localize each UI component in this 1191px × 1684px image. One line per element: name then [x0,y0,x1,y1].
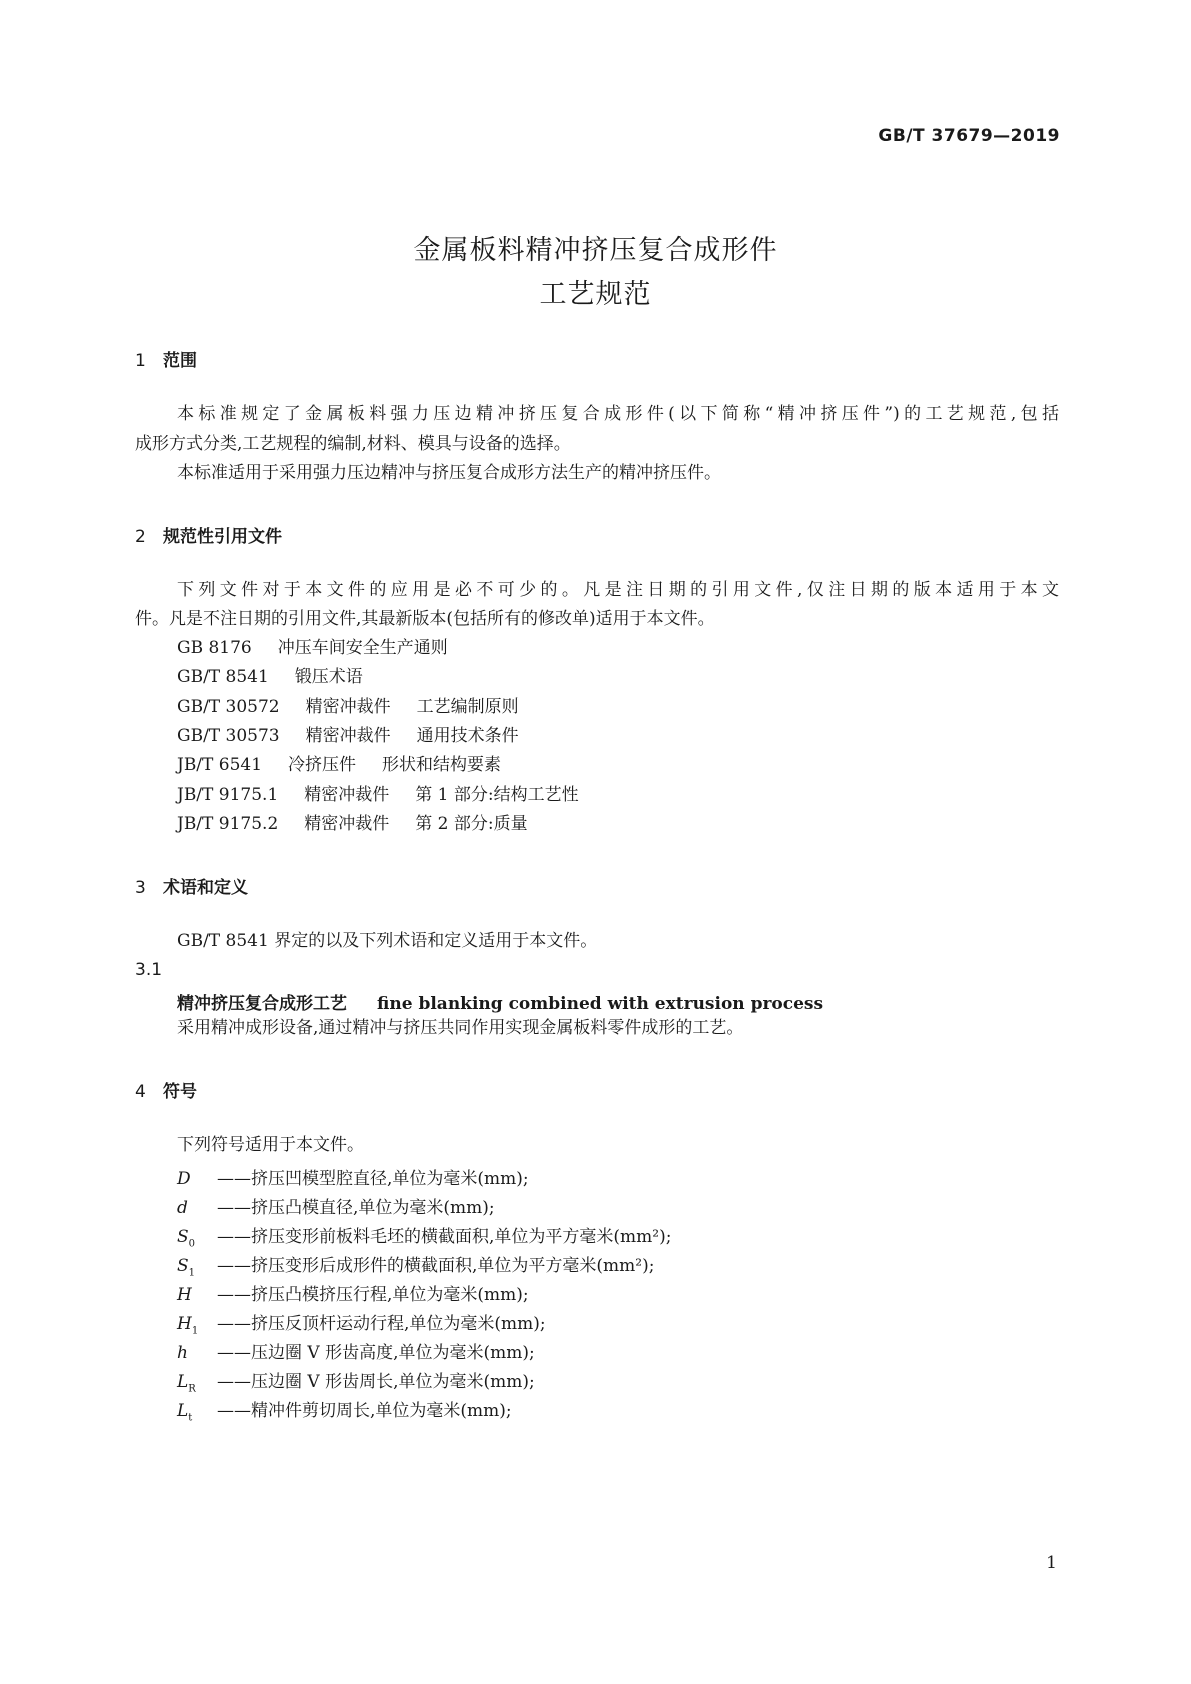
reference-item [177,726,519,746]
symbol: H [177,1285,192,1305]
section-title: 术语和定义 [163,878,248,898]
reference-code: JB/T 6541 [177,755,263,775]
reference-subtitle: 工艺编制原则 [416,697,519,717]
symbol-row [177,1309,546,1336]
reference-item [177,785,579,805]
reference-code: GB/T 30572 [177,697,280,717]
symbol-row [177,1251,654,1278]
term-chinese: 精冲挤压复合成形工艺 [177,994,347,1014]
standard-code: GB/T 37679—2019 [878,126,1060,146]
section-2-heading [135,522,282,547]
reference-subtitle: 第 1 部分:结构工艺性 [415,785,579,805]
reference-item [177,755,501,775]
reference-code: JB/T 9175.2 [177,814,279,834]
symbol-row [177,1164,529,1191]
section-number: 1 [135,351,146,371]
section-title: 符号 [163,1082,197,1102]
s2-paragraph1-line2: 件。凡是不注日期的引用文件,其最新版本(包括所有的修改单)适用于本文件。 [135,609,715,629]
section-number: 3 [135,878,146,898]
symbol-description: ——挤压变形前板料毛坯的横截面积,单位为平方毫米(mm²); [217,1227,672,1247]
reference-title: 精密冲裁件 [305,726,391,746]
symbol-row [177,1193,495,1220]
section-title: 范围 [163,351,197,371]
symbol-row [177,1396,512,1423]
reference-subtitle: 形状和结构要素 [382,755,502,775]
reference-title: 锻压术语 [294,667,363,687]
symbol-description: ——精冲件剪切周长,单位为毫米(mm); [217,1401,512,1421]
s1-paragraph1-line1: 本标准规定了金属板料强力压边精冲挤压复合成形件(以下简称“精冲挤压件”)的工艺规范,包括 [177,404,1059,424]
term-english: fine blanking combined with extrusion process [377,994,824,1014]
symbol-description: ——挤压凸模直径,单位为毫米(mm); [217,1198,495,1218]
symbol-row [177,1338,535,1365]
reference-code: GB/T 30573 [177,726,280,746]
reference-title: 精密冲裁件 [304,785,390,805]
symbol: $L_R$ [177,1372,196,1395]
symbol-row [177,1367,535,1394]
reference-title: 精密冲裁件 [305,697,391,717]
symbol-description: ——挤压变形后成形件的横截面积,单位为平方毫米(mm²); [217,1256,655,1276]
reference-item [177,697,519,717]
term-definition: 采用精冲成形设备,通过精冲与挤压共同作用实现金属板料零件成形的工艺。 [177,1018,744,1038]
reference-code: GB/T 8541 [177,667,269,687]
symbol: D [177,1169,191,1189]
reference-item [177,814,528,834]
document-title-line2: 工艺规范 [539,279,652,310]
symbol-description: ——压边圈 V 形齿高度,单位为毫米(mm); [217,1343,535,1363]
symbol-row [177,1222,671,1249]
symbol-description: ——挤压反顶杆运动行程,单位为毫米(mm); [217,1314,546,1334]
s1-paragraph1-line2: 成形方式分类,工艺规程的编制,材料、模具与设备的选择。 [135,434,571,454]
symbol-description: ——挤压凸模挤压行程,单位为毫米(mm); [217,1285,529,1305]
s3-paragraph1: GB/T 8541 界定的以及下列术语和定义适用于本文件。 [177,931,598,951]
symbol-description: ——挤压凹模型腔直径,单位为毫米(mm); [217,1169,529,1189]
s4-intro: 下列符号适用于本文件。 [177,1135,364,1155]
document-title-line1: 金属板料精冲挤压复合成形件 [413,235,778,266]
section-number: 4 [135,1082,146,1102]
symbol: h [177,1343,188,1363]
page-number: 1 [1046,1553,1057,1573]
term-entry [177,989,823,1014]
symbol: $S_1$ [177,1256,196,1279]
reference-code: GB 8176 [177,638,252,658]
s1-paragraph2: 本标准适用于采用强力压边精冲与挤压复合成形方法生产的精冲挤压件。 [177,463,721,483]
reference-subtitle: 通用技术条件 [416,726,519,746]
s2-paragraph1-line1: 下列文件对于本文件的应用是必不可少的。凡是注日期的引用文件,仅注日期的版本适用于本文 [177,580,1059,600]
clause-number: 3.1 [135,960,163,980]
reference-title: 冲压车间安全生产通则 [277,638,448,658]
reference-code: JB/T 9175.1 [177,785,279,805]
symbol: $S_0$ [177,1227,196,1250]
reference-title: 冷挤压件 [288,755,357,775]
section-number: 2 [135,527,146,547]
symbol: $L_t$ [177,1401,193,1424]
reference-item [177,667,363,687]
symbol-description: ——压边圈 V 形齿周长,单位为毫米(mm); [217,1372,535,1392]
reference-title: 精密冲裁件 [304,814,390,834]
section-1-heading [135,346,197,371]
section-3-heading [135,873,248,898]
symbol-row [177,1280,529,1307]
section-title: 规范性引用文件 [163,527,282,547]
reference-item [177,638,448,658]
symbol: $H_1$ [177,1314,199,1337]
symbol: d [177,1198,188,1218]
section-4-heading [135,1077,197,1102]
reference-subtitle: 第 2 部分:质量 [415,814,528,834]
